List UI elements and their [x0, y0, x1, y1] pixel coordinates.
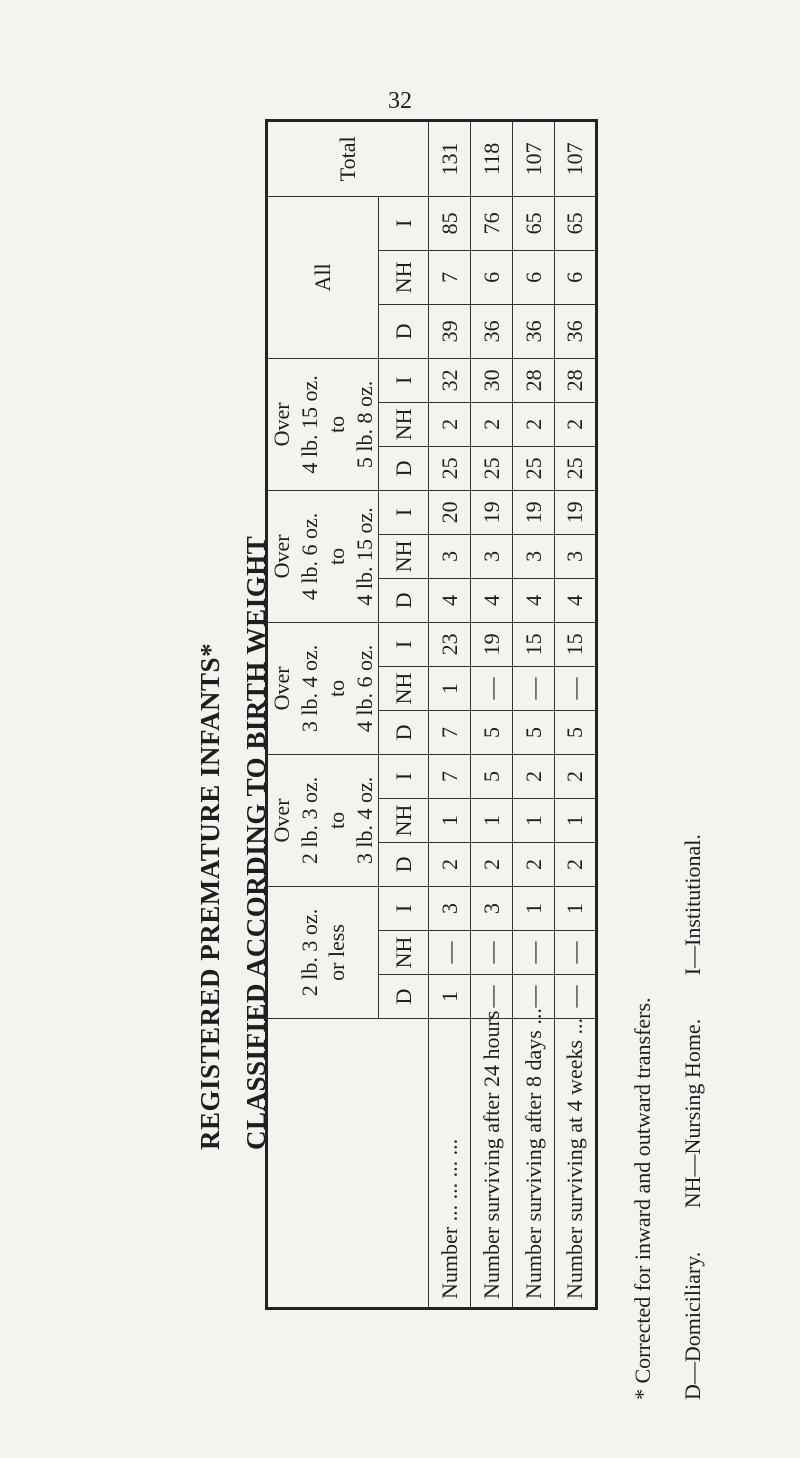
table-cell: 30	[471, 358, 513, 402]
table-cell: 2	[555, 402, 597, 446]
sub-header-nh: NH	[379, 250, 429, 304]
table-cell: 25	[555, 446, 597, 490]
group-header: All	[267, 196, 379, 358]
sub-header-nh: NH	[379, 402, 429, 446]
table-cell: 1	[471, 798, 513, 842]
sub-header-i: I	[379, 886, 429, 930]
table-cell: 4	[471, 578, 513, 622]
table-row	[471, 120, 513, 1308]
corner-cell	[267, 1019, 429, 1309]
table-cell: 2	[471, 402, 513, 446]
birth-weight-table-wrapper	[265, 136, 595, 1310]
table-cell: 65	[555, 196, 597, 250]
legend	[680, 796, 706, 1400]
sub-header-nh: NH	[379, 666, 429, 710]
sub-header-d: D	[379, 578, 429, 622]
table-cell: 2	[429, 842, 471, 886]
sub-header-d: D	[379, 842, 429, 886]
sub-header-d: D	[379, 304, 429, 358]
sub-header-d: D	[379, 975, 429, 1019]
table-cell: 2	[513, 842, 555, 886]
table-cell: 4	[429, 578, 471, 622]
table-cell: 28	[555, 358, 597, 402]
sub-header-i: I	[379, 490, 429, 534]
table-cell: 20	[429, 490, 471, 534]
sub-header-i: I	[379, 196, 429, 250]
table-cell: 19	[555, 490, 597, 534]
table-cell: 7	[429, 250, 471, 304]
page-number: 32	[388, 88, 412, 114]
table-cell: 7	[429, 754, 471, 798]
table-cell: 118	[471, 120, 513, 196]
table-cell: 1	[513, 798, 555, 842]
table-cell: 3	[555, 534, 597, 578]
table-cell: 3	[471, 886, 513, 930]
table-cell: 5	[555, 710, 597, 754]
table-cell: 5	[471, 754, 513, 798]
table-cell: 3	[513, 534, 555, 578]
table-cell: 39	[429, 304, 471, 358]
table-cell: 1	[429, 798, 471, 842]
table-cell: 2	[555, 754, 597, 798]
table-cell: 3	[471, 534, 513, 578]
sub-header-i: I	[379, 754, 429, 798]
table-cell: 5	[513, 710, 555, 754]
table-cell: 25	[429, 446, 471, 490]
table-cell: 4	[555, 578, 597, 622]
table-cell: 3	[429, 886, 471, 930]
table-cell: —	[555, 975, 597, 1019]
table-cell: 1	[429, 975, 471, 1019]
data-rows	[429, 120, 597, 1308]
table-row	[555, 120, 597, 1308]
table-cell: —	[471, 666, 513, 710]
table-cell: —	[471, 975, 513, 1019]
table-cell: 131	[429, 120, 471, 196]
table-cell: 2	[513, 402, 555, 446]
table-cell: —	[555, 931, 597, 975]
sub-header-nh: NH	[379, 798, 429, 842]
table-cell: 1	[555, 886, 597, 930]
table-cell: 28	[513, 358, 555, 402]
legend-institutional: I—Institutional.	[680, 834, 705, 976]
group-header: Over 4 lb. 6 oz. to 4 lb. 15 oz.	[267, 490, 379, 622]
total-header: Total	[267, 120, 429, 196]
table-cell: 85	[429, 196, 471, 250]
table-cell: —	[429, 931, 471, 975]
legend-nursing-home: NH—Nursing Home.	[680, 1018, 705, 1209]
table-cell: 6	[555, 250, 597, 304]
table-row	[429, 120, 471, 1308]
sub-header-i: I	[379, 358, 429, 402]
table-cell: —	[555, 666, 597, 710]
table-row	[513, 120, 555, 1308]
sub-header-d: D	[379, 710, 429, 754]
table-cell: 25	[513, 446, 555, 490]
sub-header-d: D	[379, 446, 429, 490]
footnote: * Corrected for inward and outward transfers.	[630, 997, 655, 1400]
table-cell: 4	[513, 578, 555, 622]
group-header: Over 2 lb. 3 oz. to 3 lb. 4 oz.	[267, 754, 379, 886]
table-cell: 15	[555, 622, 597, 666]
table-cell: 2	[429, 402, 471, 446]
table-cell: 36	[555, 304, 597, 358]
table-cell: 19	[471, 622, 513, 666]
table-cell: 15	[513, 622, 555, 666]
table-cell: —	[513, 666, 555, 710]
table-cell: 2	[471, 842, 513, 886]
table-cell: 107	[513, 120, 555, 196]
group-header: Over 3 lb. 4 oz. to 4 lb. 6 oz.	[267, 622, 379, 754]
table-cell: 6	[471, 250, 513, 304]
row-label: Number surviving after 8 days ...	[513, 1019, 555, 1309]
table-cell: —	[513, 975, 555, 1019]
sub-header-nh: NH	[379, 534, 429, 578]
group-header: 2 lb. 3 oz. or less	[267, 886, 379, 1018]
table-cell: 32	[429, 358, 471, 402]
table-cell: 19	[471, 490, 513, 534]
table-cell: 36	[513, 304, 555, 358]
birth-weight-table	[265, 119, 598, 1310]
row-label: Number surviving at 4 weeks ...	[555, 1019, 597, 1309]
sub-header-i: I	[379, 622, 429, 666]
group-header: Over 4 lb. 15 oz. to 5 lb. 8 oz.	[267, 358, 379, 490]
title-line-1: REGISTERED PREMATURE INFANTS*	[195, 642, 225, 1150]
sub-header-nh: NH	[379, 931, 429, 975]
table-cell: —	[513, 931, 555, 975]
group-header-row	[267, 120, 379, 1308]
table-cell: 3	[429, 534, 471, 578]
table-cell: 36	[471, 304, 513, 358]
table-cell: 6	[513, 250, 555, 304]
table-cell: 7	[429, 710, 471, 754]
table-cell: 25	[471, 446, 513, 490]
table-cell: 1	[513, 886, 555, 930]
table-cell: 76	[471, 196, 513, 250]
table-cell: 2	[513, 754, 555, 798]
table-cell: 19	[513, 490, 555, 534]
table-cell: 23	[429, 622, 471, 666]
row-label: Number ... ... ... ...	[429, 1019, 471, 1309]
row-label: Number surviving after 24 hours	[471, 1019, 513, 1309]
table-cell: 2	[555, 842, 597, 886]
table-cell: 1	[429, 666, 471, 710]
table-cell: 1	[555, 798, 597, 842]
table-cell: 65	[513, 196, 555, 250]
title-line-2: CLASSIFIED ACCORDING TO BIRTH WEIGHT	[241, 535, 271, 1150]
table-cell: 5	[471, 710, 513, 754]
legend-domiciliary: D—Domiciliary.	[680, 1251, 705, 1400]
table-cell: —	[471, 931, 513, 975]
table-cell: 107	[555, 120, 597, 196]
